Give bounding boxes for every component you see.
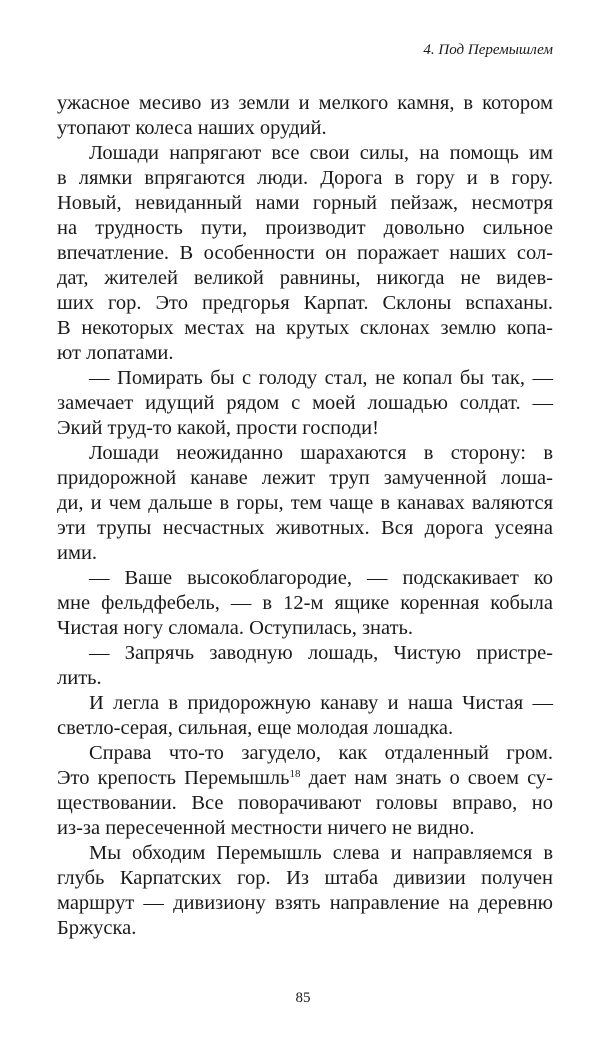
text-line: глубь Карпатских гор. Из штаба дивизии получен	[57, 867, 553, 889]
text-line	[57, 766, 553, 791]
text-line: Бржуска.	[57, 917, 137, 939]
text-line: ими.	[57, 542, 98, 564]
text-line: мне фельдфебель, — в 12-м ящике коренная кобыла	[57, 592, 553, 614]
paragraph	[57, 441, 553, 566]
text-line: Справа что-то загудело, как отдаленный гром.	[89, 742, 553, 764]
text-line: маршрут — дивизиону взять направление на деревню	[57, 892, 553, 914]
text-line: утопают колеса наших орудий.	[57, 117, 327, 139]
text-line: Лошади напрягают все свои силы, на помощь им	[89, 142, 553, 164]
text-line: ужасное месиво из земли и мелкого камня, в котором	[57, 92, 553, 114]
text-line: эти трупы несчастных животных. Вся дорога усеяна	[57, 517, 553, 539]
paragraph	[57, 641, 553, 691]
text-line: Новый, невиданный нами горный пейзаж, несмотря	[57, 192, 553, 214]
text-line: лить.	[57, 667, 102, 689]
text-line: Лошади неожиданно шарахаются в сторону: в	[89, 442, 553, 464]
paragraph	[57, 91, 553, 141]
footnote-reference[interactable]: 18	[289, 768, 301, 780]
text-line: светло-серая, сильная, еще молодая лошадка.	[57, 717, 454, 739]
text-line: замечает идущий рядом с моей лошадью солдат. —	[57, 392, 553, 414]
text-line: впечатление. В особенности он поражает наших сол-	[57, 242, 553, 264]
text-segment: Это крепость Перемышль	[57, 767, 290, 789]
text-line: — Помирать бы с голоду стал, не копал бы так, —	[89, 367, 553, 389]
text-segment: дает нам знать о своем су-	[300, 767, 553, 789]
text-line: в лямки впрягаются люди. Дорога в гору и в гору.	[57, 167, 553, 189]
text-line: — Запрячь заводную лошадь, Чистую пристре-	[89, 642, 553, 664]
paragraph	[57, 566, 553, 641]
text-line: из-за пересеченной местности ничего не видно.	[57, 817, 475, 839]
text-line: придорожной канаве лежит труп замученной лоша-	[57, 467, 553, 489]
running-head: 4. Под Перемышлем	[423, 42, 553, 58]
text-line: И легла в придорожную канаву и наша Чистая —	[89, 692, 553, 714]
text-line: ществовании. Все поворачивают головы вправо, но	[57, 792, 553, 814]
text-line: Экий труд-то какой, прости господи!	[57, 417, 379, 439]
page-number: 85	[295, 990, 311, 1006]
paragraph	[57, 691, 553, 741]
paragraph	[57, 366, 553, 441]
text-line: Чистая ногу сломала. Оступилась, знать.	[57, 617, 414, 639]
text-line: Мы обходим Перемышль слева и направляемся в	[89, 842, 553, 864]
paragraph	[57, 141, 553, 366]
text-line: дат, жителей великой равнины, никогда не видев-	[57, 267, 553, 289]
paragraph	[57, 841, 553, 941]
text-line: на трудность пути, производит довольно сильное	[57, 217, 553, 239]
body-text	[57, 91, 553, 941]
text-line: — Ваше высокоблагородие, — подскакивает ко	[89, 567, 553, 589]
paragraph	[57, 741, 553, 841]
text-line: В некоторых местах на крутых склонах землю копа-	[57, 317, 553, 339]
text-line: ют лопатами.	[57, 342, 174, 364]
text-line: ди, и чем дальше в горы, тем чаще в канавах валяются	[57, 492, 553, 514]
text-line: ших гор. Это предгорья Карпат. Склоны вспаханы.	[57, 292, 553, 314]
